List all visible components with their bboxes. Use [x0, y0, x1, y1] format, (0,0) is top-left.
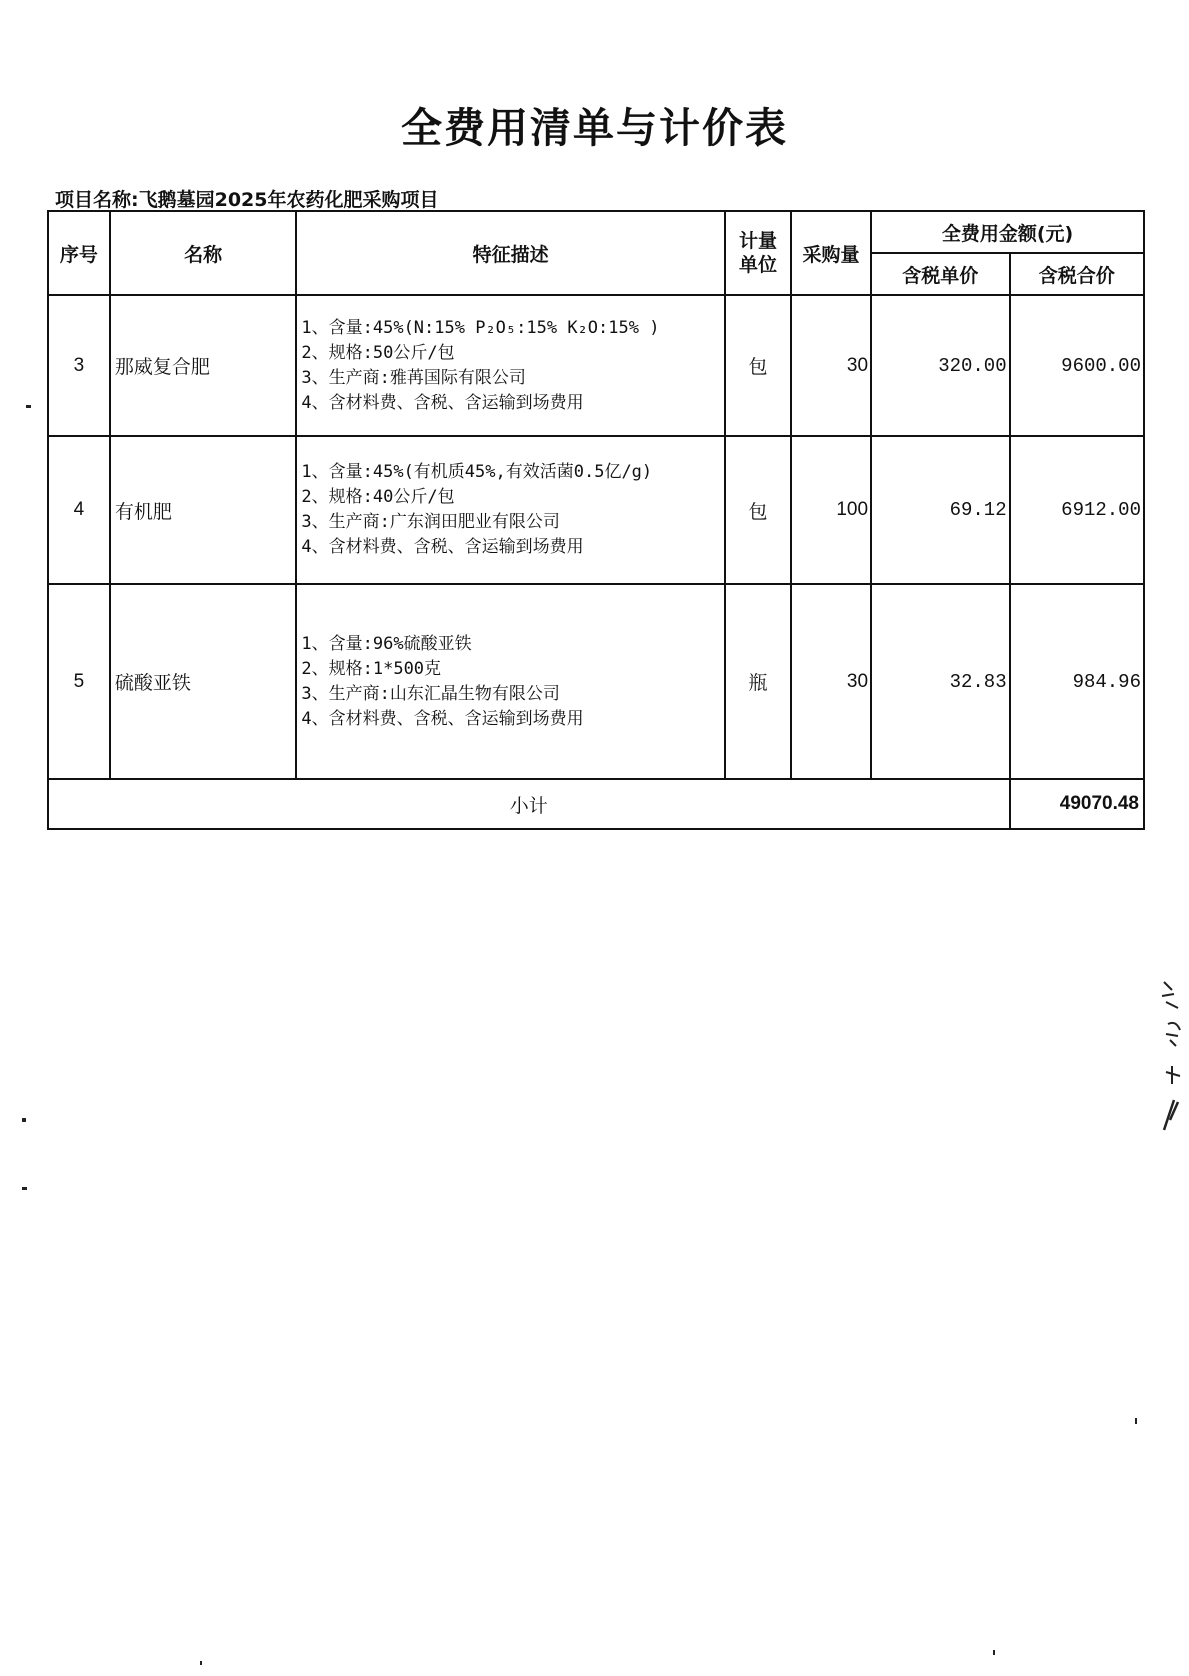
header-qty: 采购量 [791, 211, 871, 295]
scan-speck [200, 1661, 202, 1665]
row-unit-price: 32.83 [871, 584, 1010, 779]
header-desc: 特征描述 [296, 211, 725, 295]
desc-line: 1、含量:96%硫酸亚铁 [301, 633, 472, 654]
document-title: 全费用清单与计价表 [401, 104, 788, 152]
subtotal-value: 49070.48 [1010, 779, 1144, 829]
desc-line: 4、含材料费、含税、含运输到场费用 [301, 392, 584, 413]
row-seq: 5 [48, 584, 110, 779]
scan-speck [22, 1187, 27, 1190]
row-name: 有机肥 [110, 436, 297, 584]
desc-line: 3、生产商:山东汇晶生物有限公司 [301, 683, 560, 704]
row-unit: 瓶 [725, 584, 791, 779]
header-seq: 序号 [48, 211, 110, 295]
desc-line: 1、含量:45%(N:15% P₂O₅:15% K₂O:15% ) [301, 317, 660, 338]
row-desc [296, 295, 725, 436]
row-total-price: 984.96 [1010, 584, 1144, 779]
scan-speck [22, 1118, 26, 1122]
row-seq: 3 [48, 295, 110, 436]
row-name: 硫酸亚铁 [110, 584, 297, 779]
price-table-container [47, 210, 1145, 830]
desc-line: 3、生产商:广东润田肥业有限公司 [301, 512, 560, 532]
desc-line: 4、含材料费、含税、含运输到场费用 [301, 537, 584, 557]
price-table [47, 210, 1145, 830]
project-name: 项目名称:飞鹅墓园2025年农药化肥采购项目 [55, 189, 439, 211]
header-unit [725, 211, 791, 295]
desc-line: 2、规格:1*500克 [301, 658, 442, 679]
header-unit-price: 含税单价 [871, 253, 1010, 295]
desc-line: 2、规格:50公斤/包 [301, 342, 455, 363]
desc-line: 2、规格:40公斤/包 [301, 487, 455, 507]
row-unit: 包 [725, 436, 791, 584]
row-name: 那威复合肥 [110, 295, 297, 436]
row-desc [296, 584, 725, 779]
header-total-price: 含税合价 [1010, 253, 1144, 295]
subtotal-label: 小计 [48, 779, 1010, 829]
row-qty: 30 [791, 584, 871, 779]
desc-line: 3、生产商:雅苒国际有限公司 [301, 367, 526, 388]
row-seq: 4 [48, 436, 110, 584]
row-total-price: 6912.00 [1010, 436, 1144, 584]
subtotal-row [48, 779, 1144, 829]
header-name: 名称 [110, 211, 297, 295]
row-desc [296, 436, 725, 584]
row-unit-price: 69.12 [871, 436, 1010, 584]
header-unit-label: 计量单位 [739, 230, 778, 276]
table-row [48, 295, 1144, 436]
partial-stamp-mark [1158, 980, 1188, 1140]
table-row [48, 436, 1144, 584]
scan-speck [993, 1650, 995, 1655]
row-unit: 包 [725, 295, 791, 436]
row-total-price: 9600.00 [1010, 295, 1144, 436]
row-qty: 30 [791, 295, 871, 436]
row-qty: 100 [791, 436, 871, 584]
header-amount-group: 全费用金额(元) [871, 211, 1144, 253]
desc-line: 1、含量:45%(有机质45%,有效活菌0.5亿/g) [301, 462, 653, 482]
scan-speck [26, 405, 31, 408]
row-unit-price: 320.00 [871, 295, 1010, 436]
scan-speck [1135, 1418, 1137, 1424]
table-row [48, 584, 1144, 779]
desc-line: 4、含材料费、含税、含运输到场费用 [301, 708, 584, 729]
